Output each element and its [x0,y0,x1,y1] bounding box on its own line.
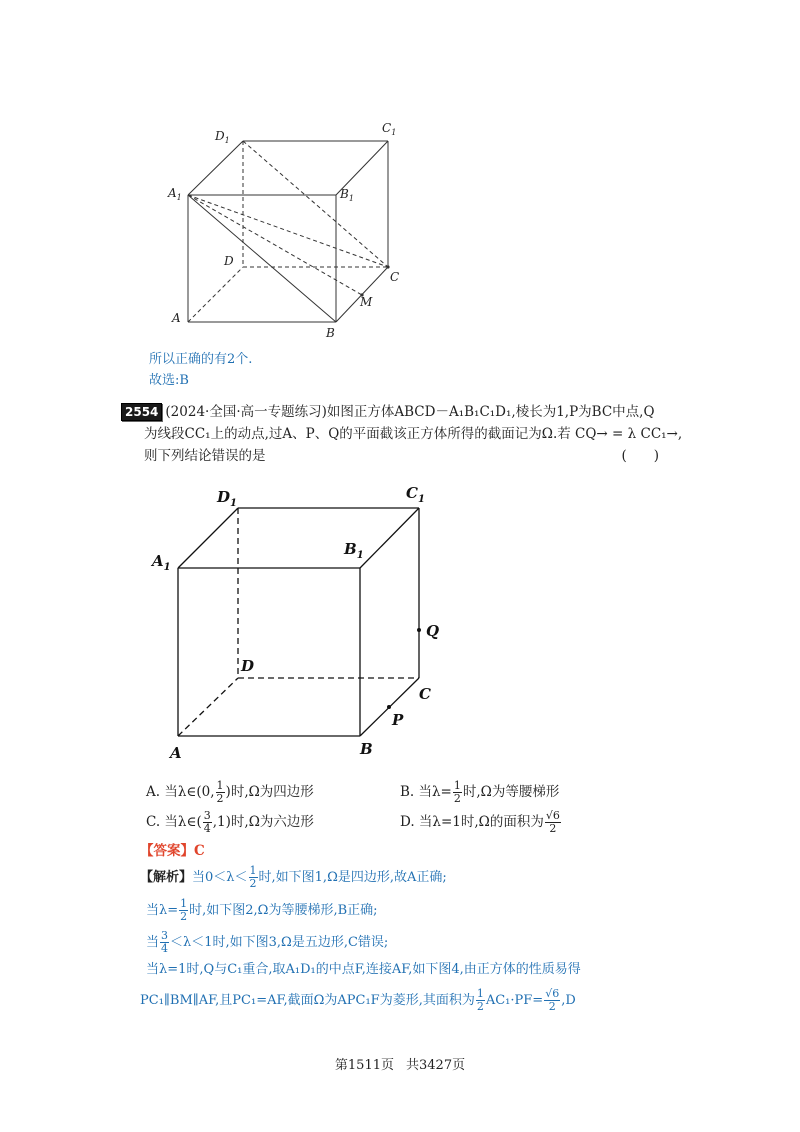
figure-1-cube [160,118,420,343]
problem-line-3: 则下列结论错误的是 [144,448,266,464]
page-total: 共3427页 [406,1058,466,1073]
fig1-label-a: A [172,311,181,325]
fig1-label-c: C [390,270,400,284]
solution-line-1: 所以正确的有2个. [149,352,253,367]
question-number: 2554 [121,403,162,421]
option-d[interactable]: D. 当λ=1时,Ω的面积为 $\frac{√6}{2}$ [400,809,560,835]
option-b[interactable]: B. 当λ= $\frac{1}{2}$ 时,Ω为等腰梯形 [400,779,560,805]
fig2-label-a1: $A_1$ [152,552,171,573]
answer-value: C [194,843,205,859]
problem-statement [121,402,681,466]
fig2-label-a: A [170,744,182,762]
answer-line [140,841,205,861]
fig1-label-c1: $C_1$ [382,121,397,137]
fig1-label-b: B [326,326,335,340]
analysis-line-2: 当λ= $\frac{1}{2}$ 时,如下图2,Ω为等腰梯形,B正确; [146,897,378,923]
analysis-line-1: 【解析】当0＜λ＜ $\frac{1}{2}$ 时,如下图1,Ω是四边形,故A正确; [140,864,447,890]
fig1-label-b1: $B_1$ [340,187,354,203]
answer-paren: ( ) [621,448,659,464]
option-a[interactable]: A. 当λ∈(0, $\frac{1}{2}$ )时,Ω为四边形 [146,779,314,805]
analysis-tag: 【解析】 [140,870,193,885]
fig1-label-d1: $D_1$ [215,129,230,145]
fig2-label-c: C [419,685,431,703]
fig2-label-d: D [241,657,255,675]
page-footer [0,1054,800,1073]
problem-line-1: (2024·全国·高一专题练习)如图正方体ABCD－A₁B₁C₁D₁,棱长为1,P为BC中点,Q [165,404,655,420]
solution-line-2: 故选:B [149,373,189,388]
fig2-label-c1: $C_1$ [406,484,425,505]
answer-tag: 【答案】 [140,843,194,859]
fig2-label-p: P [392,711,404,729]
fig2-label-b1: $B_1$ [344,540,364,561]
fig2-label-b: B [360,740,373,758]
analysis-line-4: 当λ=1时,Q与C₁重合,取A₁D₁的中点F,连接AF,如下图4,由正方体的性质易得 [146,962,581,977]
analysis-line-3: 当 $\frac{3}{4}$ ＜λ＜1时,如下图3,Ω是五边形,C错误; [146,929,389,955]
fig1-label-d: D [224,254,234,268]
fig1-label-m: M [360,295,373,309]
option-c[interactable]: C. 当λ∈( $\frac{3}{4}$ ,1)时,Ω为六边形 [146,809,314,835]
analysis-line-5: PC₁∥BM∥AF,且PC₁=AF,截面Ω为APC₁F为菱形,其面积为 $\frac{1}{2}$ AC₁·PF= $\frac{√6}{2}$ ,D [140,987,576,1013]
figure-2-cube [140,478,460,768]
fig2-label-q: Q [426,622,440,640]
fig2-label-d1: $D_1$ [217,488,237,509]
fig1-label-a1: $A_1$ [168,186,182,202]
problem-line-2: 为线段CC₁上的动点,过A、P、Q的平面截该正方体所得的截面记为Ω.若 CQ→ = λ CC₁→, [144,426,683,442]
page-number: 第1511页 [334,1058,394,1073]
